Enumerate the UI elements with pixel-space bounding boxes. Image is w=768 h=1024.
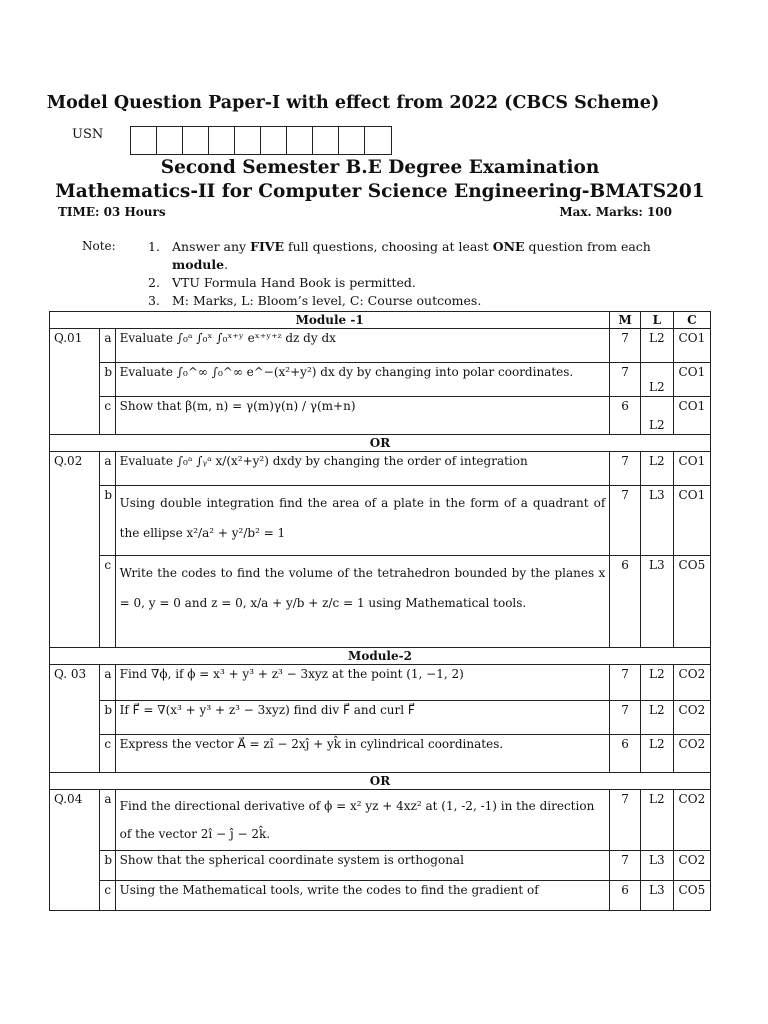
module-2-header: Module-2 (50, 648, 711, 665)
sub-question-letter: a (100, 790, 115, 851)
notes-list (148, 238, 678, 310)
question-co: CO1 (673, 363, 710, 397)
sub-question-letter: c (100, 397, 115, 435)
question-text: Find ∇ϕ, if ϕ = x³ + y³ + z³ − 3xyz at the point (1, −1, 2) (115, 665, 610, 701)
question-level: L3 (640, 486, 673, 556)
note-item (148, 274, 678, 292)
usn-digit-box (157, 127, 183, 154)
question-marks: 7 (610, 790, 641, 851)
table-row (50, 556, 711, 648)
note-text-part: question from each (524, 239, 651, 254)
question-marks: 6 (610, 397, 641, 435)
question-text: Write the codes to find the volume of the tetrahedron bounded by the planes x = 0, y = 0 and z = 0, x/a + y/b + z/c = 1 using Mathematical tools. (115, 556, 610, 648)
sub-question-letter: c (100, 556, 115, 648)
exam-title: Second Semester B.E Degree Examination (160, 157, 600, 178)
note-item (148, 238, 678, 274)
note-text (172, 238, 678, 274)
table-row (50, 329, 711, 363)
question-level: L2 (640, 790, 673, 851)
question-co: CO1 (673, 486, 710, 556)
question-text: Evaluate ∫₀^∞ ∫₀^∞ e^−(x²+y²) dx dy by changing into polar coordinates. (115, 363, 610, 397)
table-row (50, 486, 711, 556)
sub-question-letter: c (100, 881, 115, 911)
module-1-header: Module -1 (50, 312, 610, 329)
question-level: L3 (640, 881, 673, 911)
question-co: CO2 (673, 735, 710, 773)
question-level: L2 (640, 329, 673, 363)
question-co: CO5 (673, 556, 710, 648)
question-co: CO2 (673, 851, 710, 881)
question-level: L2 (640, 452, 673, 486)
table-row (50, 851, 711, 881)
sub-question-letter: b (100, 486, 115, 556)
level-header: L (640, 312, 673, 329)
question-level: L2 (640, 735, 673, 773)
question-marks: 7 (610, 701, 641, 735)
usn-digit-box (209, 127, 235, 154)
sub-question-letter: c (100, 735, 115, 773)
question-number: Q.01 (50, 329, 100, 435)
question-level: L3 (640, 851, 673, 881)
usn-digit-box (183, 127, 209, 154)
question-co: CO1 (673, 397, 710, 435)
sub-question-letter: b (100, 701, 115, 735)
question-number: Q.02 (50, 452, 100, 648)
question-co: CO1 (673, 452, 710, 486)
question-marks: 6 (610, 735, 641, 773)
note-text-part: full questions, choosing at least (284, 239, 493, 254)
question-marks: 7 (610, 452, 641, 486)
table-row (50, 363, 711, 397)
table-row (50, 881, 711, 911)
question-marks: 7 (610, 363, 641, 397)
question-co: CO2 (673, 790, 710, 851)
table-row (50, 452, 711, 486)
question-number: Q.04 (50, 790, 100, 911)
question-text: Find the directional derivative of ϕ = x² yz + 4xz² at (1, -2, -1) in the direction of the vector 2î − ĵ − 2k̂. (115, 790, 610, 851)
marks-header: M (610, 312, 641, 329)
module-2-separator (50, 648, 711, 665)
question-text: Show that β(m, n) = γ(m)γ(n) / γ(m+n) (115, 397, 610, 435)
or-label: OR (50, 435, 711, 452)
question-text: Using the Mathematical tools, write the codes to find the gradient of (115, 881, 610, 911)
note-text: VTU Formula Hand Book is permitted. (172, 275, 416, 290)
note-item (148, 292, 678, 310)
note-number: 1. (148, 239, 160, 254)
question-level: L2 (640, 665, 673, 701)
question-level: L2 (640, 363, 673, 397)
sub-question-letter: a (100, 452, 115, 486)
question-text: Evaluate ∫₀ᵃ ∫₀ˣ ∫₀ˣ⁺ʸ eˣ⁺ʸ⁺ᶻ dz dy dx (115, 329, 610, 363)
question-text: Show that the spherical coordinate system is orthogonal (115, 851, 610, 881)
sub-question-letter: b (100, 851, 115, 881)
sub-question-letter: a (100, 329, 115, 363)
question-text: Express the vector A⃗ = zî − 2xĵ + yk̂ in cylindrical coordinates. (115, 735, 610, 773)
table-row (50, 790, 711, 851)
max-marks: Max. Marks: 100 (559, 205, 672, 219)
note-text-part: Answer any (172, 239, 251, 254)
usn-digit-box (313, 127, 339, 154)
note-bold: ONE (492, 239, 525, 254)
usn-digit-box (261, 127, 287, 154)
exam-time: TIME: 03 Hours (58, 205, 166, 219)
table-row (50, 397, 711, 435)
usn-digit-box (339, 127, 365, 154)
table-row (50, 735, 711, 773)
sub-question-letter: a (100, 665, 115, 701)
note-label: Note: (82, 239, 116, 253)
usn-boxes (130, 126, 392, 155)
usn-digit-box (131, 127, 157, 154)
question-text: If F⃗ = ∇(x³ + y³ + z³ − 3xyz) find div F⃗ and curl F⃗ (115, 701, 610, 735)
question-text: Evaluate ∫₀ᵃ ∫ᵧᵃ x/(x²+y²) dxdy by changing the order of integration (115, 452, 610, 486)
question-marks: 6 (610, 556, 641, 648)
question-marks: 7 (610, 329, 641, 363)
question-marks: 7 (610, 851, 641, 881)
usn-label: USN (72, 127, 104, 142)
table-header-row (50, 312, 711, 329)
or-label: OR (50, 773, 711, 790)
table-row (50, 701, 711, 735)
note-number: 3. (148, 293, 160, 308)
paper-title: Model Question Paper-I with effect from 2022 (CBCS Scheme) (46, 93, 660, 113)
note-text: M: Marks, L: Bloom’s level, C: Course outcomes. (172, 293, 482, 308)
or-separator (50, 773, 711, 790)
question-co: CO5 (673, 881, 710, 911)
co-header: C (673, 312, 710, 329)
question-level: L2 (640, 701, 673, 735)
question-marks: 7 (610, 665, 641, 701)
note-bold: FIVE (250, 239, 285, 254)
question-level: L2 (640, 397, 673, 435)
question-level: L3 (640, 556, 673, 648)
question-number: Q. 03 (50, 665, 100, 773)
note-number: 2. (148, 275, 160, 290)
question-marks: 6 (610, 881, 641, 911)
question-co: CO2 (673, 701, 710, 735)
question-co: CO1 (673, 329, 710, 363)
question-marks: 7 (610, 486, 641, 556)
usn-digit-box (287, 127, 313, 154)
question-co: CO2 (673, 665, 710, 701)
note-bold: module (172, 257, 225, 272)
or-separator (50, 435, 711, 452)
question-text: Using double integration find the area of a plate in the form of a quadrant of the ellipse x²/a² + y²/b² = 1 (115, 486, 610, 556)
usn-digit-box (235, 127, 261, 154)
table-row (50, 665, 711, 701)
question-table (49, 311, 711, 911)
note-text-part: . (224, 257, 229, 272)
usn-digit-box (365, 127, 391, 154)
sub-question-letter: b (100, 363, 115, 397)
subject-title: Mathematics-II for Computer Science Engineering-BMATS201 (55, 181, 705, 202)
